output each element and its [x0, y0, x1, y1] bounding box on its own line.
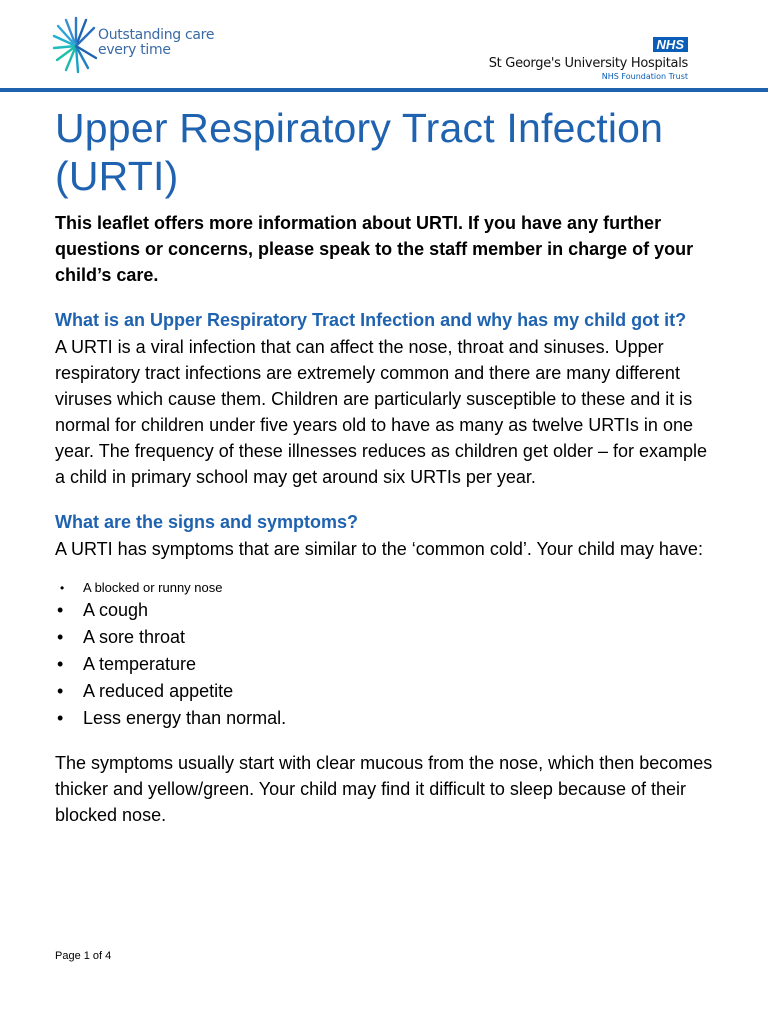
tagline-line1: Outstanding care	[98, 27, 215, 43]
list-item: • A temperature	[55, 651, 715, 678]
nhs-trust-block	[489, 36, 688, 82]
page-number: Page 1 of 4	[55, 950, 112, 962]
list-item: • A reduced appetite	[55, 678, 715, 705]
trust-subtitle: NHS Foundation Trust	[601, 72, 688, 81]
hospital-logo	[52, 14, 222, 84]
symptom-list-first	[55, 579, 715, 597]
section-heading-symptoms: What are the signs and symptoms?	[55, 512, 359, 532]
section-body-symptoms: A URTI has symptoms that are similar to the ‘common cold’. Your child may have:	[55, 539, 703, 559]
header-divider	[0, 88, 768, 92]
symptom-list	[55, 597, 715, 732]
leaflet-body	[55, 104, 715, 828]
list-item: • A sore throat	[55, 624, 715, 651]
nhs-badge: NHS	[653, 37, 688, 52]
list-item: • A blocked or runny nose	[55, 579, 715, 597]
section-body-what-is: A URTI is a viral infection that can affect the nose, throat and sinuses. Upper respiratory tract infections are extremely common and there are many different viruses which cause them. Children are particularly susceptible to these and it is normal for children under five years old to have as many as twelve URTIs in one year. The frequency of these illnesses reduces as children get older – for example a child in primary school may get around six URTIs per year.	[55, 337, 708, 487]
list-item: • Less energy than normal.	[55, 705, 715, 732]
trust-name: St George's University Hospitals	[488, 56, 688, 71]
logo-tagline	[98, 28, 214, 58]
section-heading-what-is: What is an Upper Respiratory Tract Infection and why has my child got it?	[55, 310, 687, 330]
starburst-logo-icon	[52, 14, 100, 74]
list-item: • A cough	[55, 597, 715, 624]
tagline-line2: every time	[98, 42, 171, 58]
intro-text: This leaflet offers more information about URTI. If you have any further questions or concerns, please speak to the staff member in charge of your child’s care.	[55, 213, 694, 285]
page-title: Upper Respiratory Tract Infection (URTI)	[55, 105, 664, 199]
symptoms-closing-text: The symptoms usually start with clear mucous from the nose, which then becomes thicker and yellow/green. Your child may find it difficult to sleep because of their blocked nose.	[55, 753, 713, 825]
